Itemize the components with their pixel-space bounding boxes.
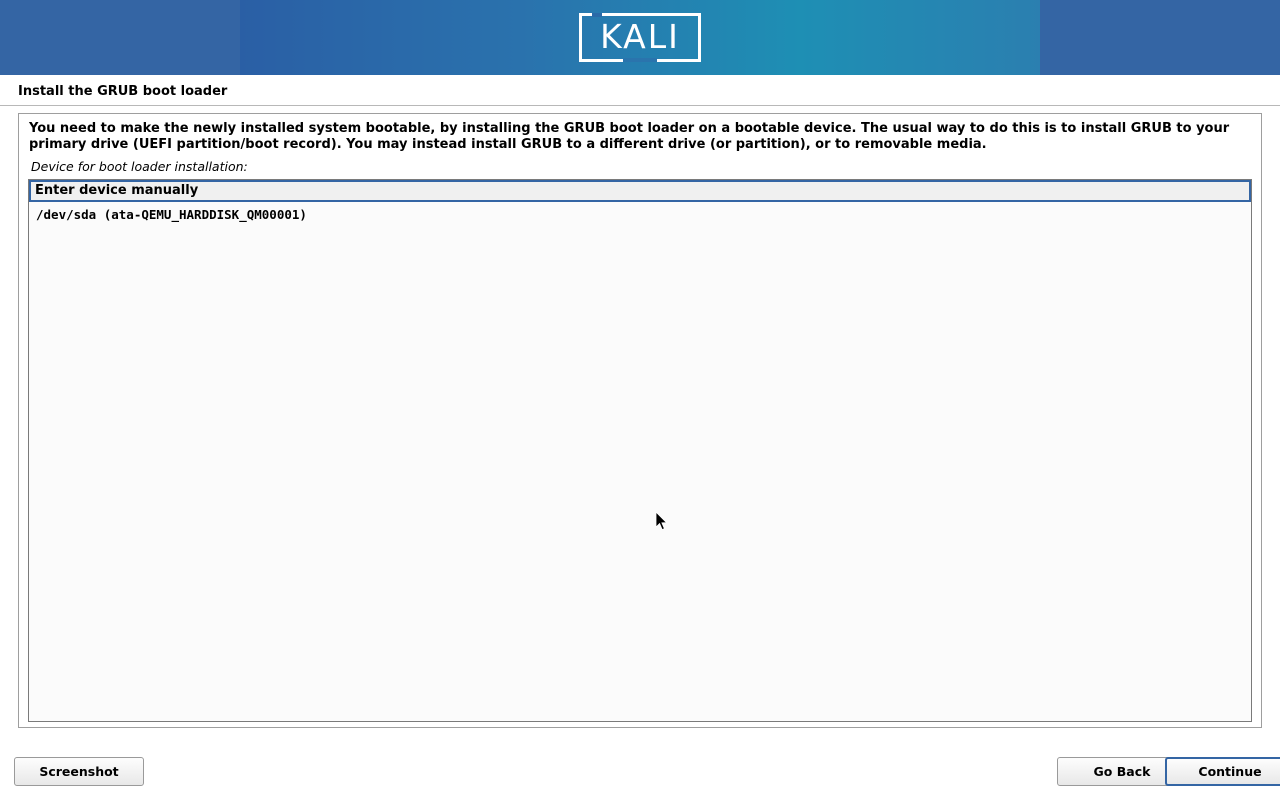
page-title: Install the GRUB boot loader xyxy=(0,75,1280,105)
installer-panel xyxy=(18,113,1262,728)
screenshot-button[interactable]: Screenshot xyxy=(14,757,144,786)
list-item[interactable]: Enter device manually xyxy=(29,180,1251,202)
device-field-label: Device for boot loader installation: xyxy=(31,159,248,174)
logo-notch-top xyxy=(592,13,602,17)
title-divider xyxy=(0,105,1280,106)
kali-banner xyxy=(0,0,1280,75)
banner-logo-wrap xyxy=(0,0,1280,75)
list-item[interactable]: /dev/sda (ata-QEMU_HARDDISK_QM00001) xyxy=(36,207,307,222)
kali-logo xyxy=(579,13,701,62)
go-back-button[interactable]: Go Back xyxy=(1057,757,1187,786)
device-list[interactable] xyxy=(28,179,1252,722)
logo-notch xyxy=(623,58,657,62)
footer-bar xyxy=(0,752,1280,800)
kali-logo-text: KALI xyxy=(600,17,680,56)
continue-button[interactable]: Continue xyxy=(1165,757,1280,786)
description-text: You need to make the newly installed system bootable, by installing the GRUB boot loader on a bootable device. The usual way to do this is to install GRUB to your primary drive (UEFI partition/boot record). You may instead install GRUB to a different drive (or partition), or to removable media. xyxy=(29,121,1230,152)
